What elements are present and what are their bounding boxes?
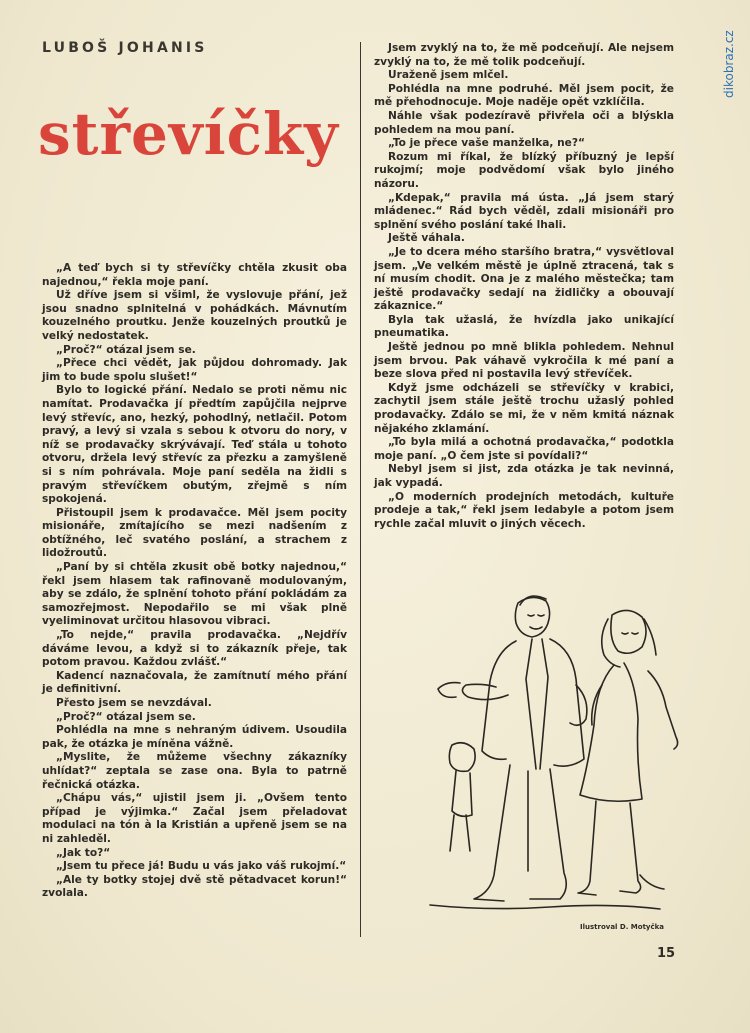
- paragraph: Kadencí naznačovala, že zamítnutí mého přání je definitivní.: [42, 669, 347, 696]
- paragraph: „Je to dcera mého staršího bratra,“ vysvětloval jsem. „Ve velkém městě je úplně ztracená, tak s ní musím chodit. Ona je z malého městečka; tam ještě prodavačky sedají na židličky a obouvají zákaznice.“: [374, 245, 674, 313]
- paragraph: „Jak to?“: [56, 846, 111, 859]
- paragraph: Jsem zvyklý na to, že mě podceňují. Ale nejsem zvyklý na to, že mě tolik podceňují.: [374, 42, 674, 68]
- paragraph: Už dříve jsem si všiml, že vyslovuje přání, jež jsou snadno splnitelná v pohádkách. Mávnutím kouzelného proutku. Jenže kouzelných proutků je velký nedostatek.: [42, 289, 347, 342]
- watermark: [722, 12, 742, 102]
- paragraph: „Přece chci vědět, jak půjdou dohromady. Jak jim to bude spolu slušet!“: [42, 357, 347, 383]
- paragraph: Ještě váhala.: [388, 232, 465, 245]
- paragraph: „Jsem tu přece já! Budu u vás jako váš rukojmí.“: [56, 860, 347, 873]
- paragraph: „Chápu vás,“ ujistil jsem ji. „Ovšem tento případ je výjimka.“ Začal jsem přeladovat modulaci na tón à la Kristián a upřeně jsem se na ni zahleděl.: [42, 792, 347, 845]
- paragraph: Rozum mi říkal, že blízký příbuzný je lepší rukojmí; moje podvědomí však bylo jiného názoru.: [374, 150, 674, 190]
- paragraph: „Myslite, že můžeme všechny zákazníky uhlídat?“ zeptala se zase ona. Byla to patrně řečnická otázka.: [42, 751, 347, 791]
- column-divider: [360, 42, 361, 937]
- paragraph: „To nejde,“ pravila prodavačka. „Nejdřív dáváme levou, a když si to zákazník přeje, tak potom pravou. Každou zvlášť.“: [42, 629, 347, 669]
- paragraph: Když jsme odcházeli se střevíčky v krabici, zachytil jsem stále ještě trochu užaslý pohled prodavačky. Zdálo se mi, že v něm kmitá náznak nějakého zklamání.: [374, 381, 674, 435]
- shoe-shop-illustration: [400, 575, 680, 920]
- paragraph: Byla tak užaslá, že hvízdla jako unikající pneumatika.: [374, 313, 674, 340]
- illustrator-credit: Ilustroval D. Motyčka: [580, 923, 665, 931]
- paragraph: Pohlédla na mne s nehraným údivem. Usoudila pak, že otázka je míněna vážně.: [42, 724, 347, 750]
- right-column: [374, 42, 674, 531]
- paragraph: Přistoupil jsem k prodavačce. Měl jsem pocity misionáře, zmítajícího se mezi nadšením z obtížného, leč svatého poslání, a strachem z lidožroutů.: [42, 506, 347, 560]
- paragraph: „To byla milá a ochotná prodavačka,“ podotkla moje paní. „O čem jste si povídali?“: [374, 436, 674, 462]
- paragraph: „Proč?“ otázal jsem se.: [56, 710, 196, 723]
- paragraph: Pohlédla na mne podruhé. Měl jsem pocit, že mě přehodnocuje. Moje naděje opět vzklíčila.: [374, 82, 674, 109]
- story-title: střevíčky: [38, 100, 339, 168]
- paragraph: Ještě jednou po mně blikla pohledem. Nehnul jsem brvou. Pak váhavě vykročila k mé paní a beze slova před ni postavila levý střevíček.: [374, 341, 674, 381]
- paragraph: Náhle však podezíravě přivřela oči a blýskla pohledem na mou paní.: [374, 109, 674, 136]
- paragraph: „A teď bych si ty střevíčky chtěla zkusit oba najednou,“ řekla moje paní.: [42, 262, 347, 288]
- page-number: 15: [657, 946, 676, 961]
- watermark-text: dikobraz.cz: [722, 30, 736, 98]
- author-name: LUBOŠ JOHANIS: [42, 40, 208, 56]
- paragraph: Přesto jsem se nevzdával.: [56, 697, 212, 709]
- paragraph: Uraženě jsem mlčel.: [388, 69, 509, 82]
- paragraph: „To je přece vaše manželka, ne?“: [388, 137, 585, 150]
- paragraph: „O moderních prodejních metodách, kultuře prodeje a tak,“ řekl jsem ledabyle a potom jsem rychle začal mluvit o jiných věcech.: [374, 490, 674, 530]
- paragraph: „Kdepak,“ pravila má ústa. „Já jsem starý mládenec.“ Rád bych věděl, zdali misionáři pro splnění svého poslání také lhali.: [374, 191, 674, 231]
- left-column: [42, 262, 347, 901]
- paragraph: Nebyl jsem si jist, zda otázka je tak nevinná, jak vypadá.: [374, 463, 674, 489]
- paragraph: „Proč?“ otázal jsem se.: [56, 343, 196, 356]
- paragraph: „Paní by si chtěla zkusit obě botky najednou,“ řekl jsem hlasem tak rafinovaně modulovaným, aby se zdálo, že splnění tohoto přání pokládám za samozřejmost. Nepodařilo se mi však plně vyeliminovat určitou hlasovou vibraci.: [42, 561, 347, 628]
- paragraph: „Ale ty botky stojej dvě stě pětadvacet korun!“ zvolala.: [42, 873, 347, 900]
- paragraph: Bylo to logické přání. Nedalo se proti němu nic namítat. Prodavačka jí předtím zapůjčila nejprve levý střevíc, ano, hezký, pohodlný, netlačil. Potom pravý, a levý si vzala s sebou k otvoru do nory, v níž se prodavačky skrývávají. Teď stála u tohoto otvoru, držela levý střevíc za přezku a zamyšleně si s ním pohrávala. Moje paní seděla na židli s pravým střevíčkem obutým, zřejmě s ním spokojená.: [42, 384, 347, 506]
